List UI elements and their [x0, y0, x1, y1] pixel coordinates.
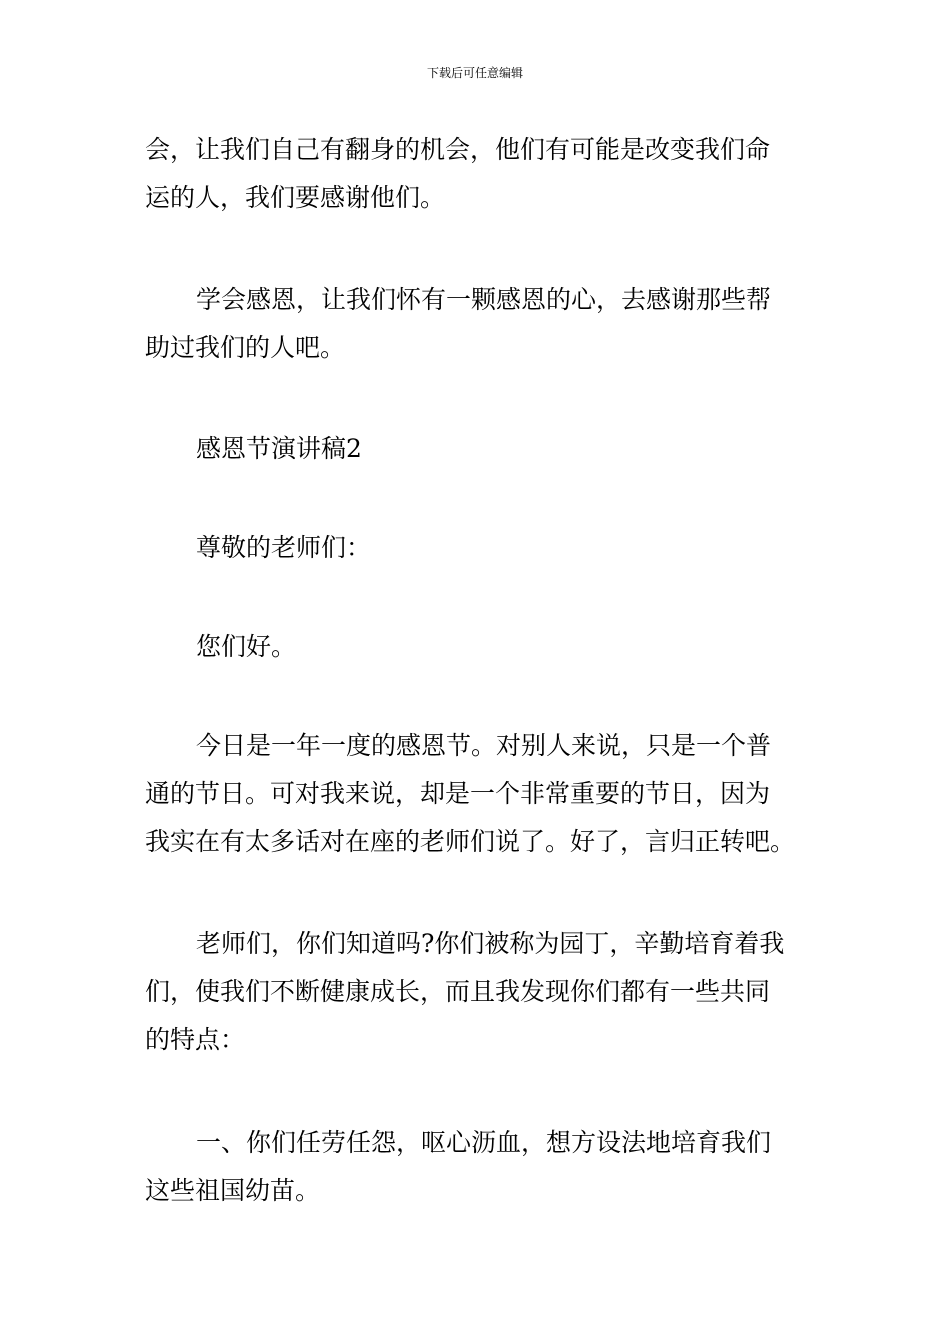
text-line: 们，使我们不断健康成长，而且我发现你们都有一些共同: [145, 977, 771, 1006]
text-line: 今日是一年一度的感恩节。对别人来说，只是一个普: [196, 731, 772, 760]
text-line: 这些祖国幼苗。: [145, 1176, 321, 1205]
paragraph-learn-gratitude: [145, 276, 807, 372]
text-line: 的特点：: [145, 1025, 246, 1054]
text-line: 感恩节演讲稿2: [196, 434, 362, 463]
greeting: [145, 623, 807, 671]
paragraph-continuation: [145, 126, 807, 222]
text-line: 会，让我们自己有翻身的机会，他们有可能是改变我们命: [145, 135, 771, 164]
paragraph-point-one: [145, 1119, 807, 1215]
text-line: 一、你们任劳任怨，呕心沥血，想方设法地培育我们: [196, 1128, 772, 1157]
paragraph-teachers-gardeners: [145, 920, 807, 1064]
salutation: [145, 524, 807, 572]
text-line: 助过我们的人吧。: [145, 333, 346, 362]
text-line: 尊敬的老师们：: [196, 533, 372, 562]
text-line: 学会感恩，让我们怀有一颗感恩的心，去感谢那些帮: [196, 285, 772, 314]
text-line: 老师们，你们知道吗?你们被称为园丁，辛勤培育着我: [196, 929, 785, 958]
text-line: 通的节日。可对我来说，却是一个非常重要的节日，因为: [145, 779, 771, 808]
page-header-note: 下载后可任意编辑: [426, 66, 523, 80]
text-line: 运的人，我们要感谢他们。: [145, 183, 446, 212]
paragraph-thanksgiving-day: [145, 722, 807, 866]
text-line: 您们好。: [196, 632, 297, 661]
section-title: [145, 425, 807, 473]
text-line: 我实在有太多话对在座的老师们说了。好了，言归正转吧。: [145, 827, 796, 856]
